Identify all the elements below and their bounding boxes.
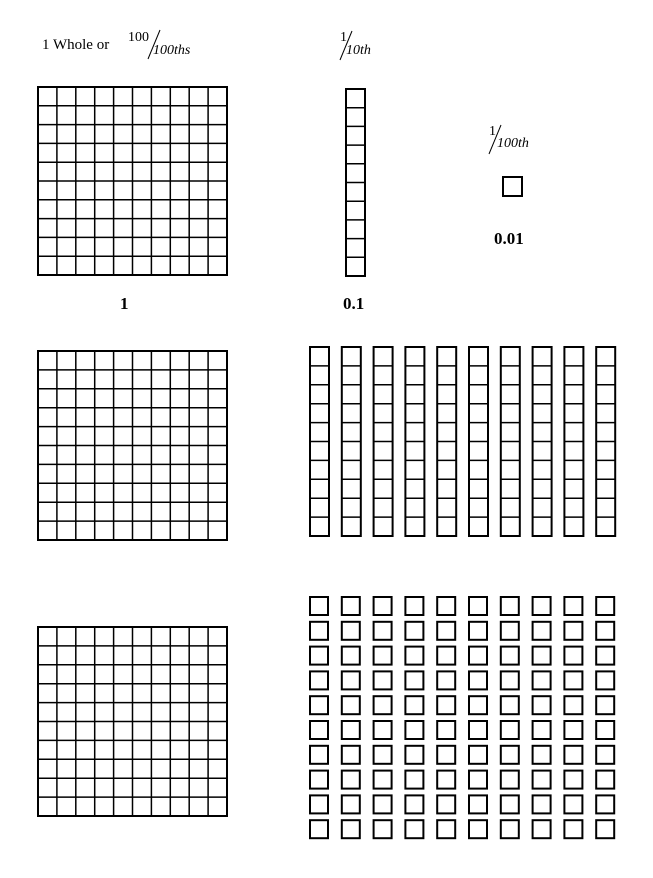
unit-cube [374,622,392,640]
unit-cube [437,820,455,838]
unit-cube [596,647,614,665]
unit-cube [564,696,582,714]
tenth-fraction-denominator: 10th [346,43,371,58]
unit-cube [533,721,551,739]
unit-cube [503,177,522,196]
unit-cube [342,671,360,689]
unit-cube [342,820,360,838]
unit-cube [501,647,519,665]
unit-cube [310,696,328,714]
unit-cube [501,696,519,714]
unit-cube [501,771,519,789]
unit-cube [437,771,455,789]
hundredth-fraction-denominator: 100th [497,136,529,151]
unit-cube [374,721,392,739]
unit-cube [564,597,582,615]
unit-cube [596,671,614,689]
unit-cube [469,647,487,665]
unit-cube [342,721,360,739]
unit-cube [469,746,487,764]
unit-cube [342,696,360,714]
unit-cube [374,696,392,714]
unit-cube [405,622,423,640]
unit-cube [437,721,455,739]
unit-cube [533,696,551,714]
unit-cube [469,721,487,739]
unit-cube [405,696,423,714]
unit-cube [596,696,614,714]
unit-cube [405,771,423,789]
unit-cube [469,771,487,789]
unit-cube [501,671,519,689]
unit-cube [342,597,360,615]
unit-cube [533,671,551,689]
unit-cube [374,647,392,665]
unit-cube [310,647,328,665]
unit-cube [469,597,487,615]
unit-cube [564,820,582,838]
whole-fraction-numerator: 100 [128,30,149,45]
unit-cube [437,622,455,640]
unit-cube [596,597,614,615]
unit-cube [501,622,519,640]
unit-cube [405,647,423,665]
unit-cube [405,820,423,838]
unit-cube [310,622,328,640]
unit-cube [342,746,360,764]
unit-cube [533,597,551,615]
unit-cube [596,721,614,739]
unit-cube [374,795,392,813]
unit-cube [310,721,328,739]
unit-cube [342,647,360,665]
unit-cube [533,771,551,789]
unit-cube [564,795,582,813]
tenth-value-label: 0.1 [343,294,365,313]
unit-cube [564,647,582,665]
unit-cube [405,795,423,813]
unit-cube [310,746,328,764]
unit-cube [342,795,360,813]
unit-cube [469,622,487,640]
unit-cube [501,721,519,739]
whole-label: 1 Whole or [42,37,110,53]
unit-cube [501,597,519,615]
unit-cube [437,746,455,764]
unit-cube [374,597,392,615]
unit-cube [374,746,392,764]
unit-cube [533,647,551,665]
unit-cube [469,795,487,813]
unit-cube [310,795,328,813]
whole-value-label: 1 [120,294,129,313]
unit-cube [469,671,487,689]
unit-cube [437,647,455,665]
unit-cube [342,622,360,640]
unit-cube [405,671,423,689]
unit-cube [469,696,487,714]
unit-cube [437,597,455,615]
unit-cube [596,771,614,789]
unit-cube [596,820,614,838]
unit-cube [374,771,392,789]
unit-cube [533,746,551,764]
unit-cube [501,795,519,813]
unit-cube [533,820,551,838]
hundredth-fraction-numerator: 1 [489,124,496,139]
unit-cube [501,746,519,764]
unit-cube [564,721,582,739]
unit-cube [437,795,455,813]
unit-cube [596,622,614,640]
unit-cube [342,771,360,789]
unit-cube [374,820,392,838]
unit-cube [310,671,328,689]
unit-cube [564,746,582,764]
unit-cube [310,597,328,615]
unit-cube [501,820,519,838]
whole-fraction-denominator: 100ths [153,43,191,58]
unit-cube [533,622,551,640]
unit-cube [564,671,582,689]
unit-cube [405,721,423,739]
tenth-fraction-numerator: 1 [340,30,347,45]
unit-cube [310,771,328,789]
unit-cube [437,671,455,689]
unit-cube [469,820,487,838]
unit-cube [596,746,614,764]
unit-cube [437,696,455,714]
unit-cube [310,820,328,838]
unit-cube [533,795,551,813]
unit-cube [405,746,423,764]
unit-cube [405,597,423,615]
unit-cube [564,622,582,640]
hundredth-value-label: 0.01 [494,229,524,248]
unit-cube [564,771,582,789]
unit-cube [596,795,614,813]
unit-cube [374,671,392,689]
